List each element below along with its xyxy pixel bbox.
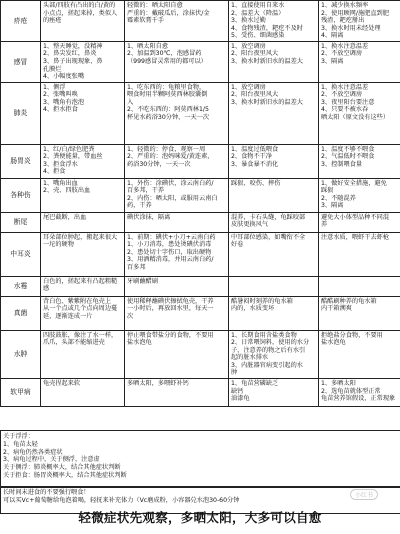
disease-name-text: 疥疮	[13, 16, 28, 25]
prevent-cell	[319, 276, 400, 296]
prevent-line: 拒绝盐分食物，不要用	[321, 331, 383, 339]
cause-line: 白色的，搓起来有凸起粗糙	[43, 277, 118, 285]
cause-line: 4、拒水拒食	[43, 106, 78, 114]
symptom-line: 多晒太阳，多喂虾补钙	[127, 380, 189, 387]
cause-line: 耳朵部位肿起，搬起来很大	[43, 233, 118, 241]
table-row	[1, 276, 400, 296]
disease-name-text: 水肿	[13, 350, 28, 359]
table-row	[1, 178, 400, 212]
care-line: 2、日常喂饲料，使用的水分	[231, 339, 310, 347]
prevent-line: 1、多晒太阳	[321, 380, 356, 387]
prevent-line: 1、温度不够不喂食	[321, 145, 375, 153]
cause-line: 3、鼻子出现现象，鼻	[43, 57, 103, 65]
cause-cell	[41, 41, 125, 82]
care-line: 3、换水时新旧水的温差大	[231, 57, 303, 65]
care-line: 起的脏水排水	[231, 354, 269, 362]
care-line: 1、放空调房	[231, 83, 266, 91]
cause-cell	[41, 1, 125, 42]
disease-name	[1, 41, 41, 82]
cause-line: 1、红/白/绿色肥粪	[43, 145, 95, 153]
table-row	[1, 232, 400, 276]
prevent-line: 3、换水时用未经处理	[321, 24, 381, 32]
care-line: 4、食物残渣，耙疙不及时	[231, 24, 303, 32]
disease-name-text: 软甲病	[10, 388, 31, 397]
cause-line: 2、鼻尖发红，鼻炎	[43, 50, 97, 58]
disease-name-text: 各种伤	[10, 190, 31, 199]
care-cell	[229, 379, 319, 407]
care-cell	[229, 144, 319, 178]
cause-line: 的痤疮	[43, 17, 62, 25]
cause-cell	[41, 144, 125, 178]
symptom-cell	[125, 212, 229, 232]
prevent-line: 2、不放空调房	[321, 50, 363, 58]
note-line: 2、病龟仍然各类症状	[3, 448, 63, 456]
symptom-line: 次	[127, 312, 134, 320]
disease-name	[1, 178, 41, 212]
symptom-cell	[125, 379, 229, 407]
symptom-line: 1、小刀消毒，患处烫碘伏消毒	[127, 241, 212, 249]
disease-name-text: 感冒	[13, 57, 28, 66]
symptom-line: 使用稀释蘸碘伏擦拭龟壳，干养	[127, 297, 214, 305]
prevent-line: 4、隔离	[321, 32, 344, 40]
prevent-line: 2、使用顾网/施肥直到肥	[321, 9, 389, 17]
care-line: 2、温差大（降温）	[231, 9, 285, 17]
cause-line: 2、张嘴叫唤	[43, 91, 78, 99]
prevent-line: 盐水泡龟	[321, 339, 346, 347]
prevent-line: 避免大小体型品种不同混	[321, 213, 390, 221]
cause-line: 尾巴截断，出血	[43, 213, 87, 221]
footer-slogan: 轻微症状先观察，多晒太阳，大多可以自愈	[78, 510, 322, 525]
symptom-line: 1、外伤：涂碘伏，涂云南白药/	[127, 179, 214, 187]
symptom-line: 一小时后，再放回水里，每天一	[127, 305, 214, 313]
disease-name	[1, 212, 41, 232]
note-line: 关于浮浮：	[3, 433, 34, 440]
prevent-cell	[319, 296, 400, 330]
disease-name	[1, 296, 41, 330]
symptom-line: 药浴30分钟，一天一次	[127, 160, 191, 168]
prevent-cell	[319, 178, 400, 212]
care-cell	[229, 82, 319, 144]
cause-line: 龟壳捏起来软	[43, 380, 81, 387]
care-cell	[229, 178, 319, 212]
table-row	[1, 82, 400, 144]
table-row	[1, 379, 400, 407]
prevent-line: 3、隔离	[321, 57, 344, 65]
disease-name	[1, 276, 41, 296]
care-line: 1、直接使用自来水	[231, 2, 285, 9]
cause-line: 小点点，搓起来掉，类似人	[43, 9, 118, 17]
cause-cell	[41, 296, 125, 330]
table-row	[1, 41, 400, 82]
prevent-line: 晒太阳（原文没有这些）	[321, 113, 390, 121]
notes-box	[0, 430, 400, 488]
symptom-line: 2、不吃东西的：阿莫西林1/5	[127, 106, 209, 114]
care-cell	[229, 1, 319, 42]
care-line: 2、阳台夜里风大	[231, 50, 279, 58]
cause-line: 3、拒食浮水	[43, 160, 78, 168]
prevent-cell	[319, 330, 400, 378]
prevent-line: 2、不随混养	[321, 194, 356, 202]
care-line: 酷暑闷时刻养的龟水箱	[231, 297, 293, 305]
symptom-line: 盐水泡龟	[127, 339, 152, 347]
care-cell	[229, 276, 319, 296]
prevent-line: 3、隔离	[321, 202, 344, 210]
prevent-line: 内干箱溯爽	[321, 305, 352, 313]
cause-line: 感	[43, 285, 50, 293]
care-line: 1、温度过低喂食	[231, 145, 279, 153]
prevent-cell	[319, 379, 400, 407]
cause-line: 头部/四肢有凸出的白/黄的	[43, 2, 116, 9]
care-line: 3、暴食暴不消化	[231, 160, 279, 168]
table-row	[1, 330, 400, 378]
care-line: 皮肤更换风气	[231, 221, 269, 229]
care-cell	[229, 296, 319, 330]
care-line: 2、阳台夜里风大	[231, 91, 279, 99]
disease-name	[1, 330, 41, 378]
cause-line: 从一个点或几个点向周边蔓	[43, 305, 118, 313]
symptom-line: 1、晒太阳自愈	[127, 42, 169, 50]
note-line: 长时间未进食的不要强行喂食！	[3, 489, 90, 496]
care-line: 中耳部位感染，如嘴衔不全	[231, 233, 306, 241]
care-line: 内的，水质变坏	[231, 305, 275, 313]
cause-line: 孔膜烂	[43, 65, 62, 73]
cause-cell	[41, 82, 125, 144]
cause-cell	[41, 330, 125, 378]
cause-line: 1、嘴角出血	[43, 179, 78, 187]
disease-name-text: 中耳炎	[10, 249, 31, 258]
care-line: 踩狠、咬伤、摔伤	[231, 179, 281, 187]
cause-line: 2、粪便能量，带血丝	[43, 153, 103, 161]
care-line: 肿	[231, 369, 238, 377]
note-line: 可以买Vc+葡萄糖给龟泡着喝，轻抚来补充体力（Vc磨成粉，小容器兑水泡30-60分钟	[3, 496, 240, 504]
care-line: 油漆龟	[231, 395, 250, 403]
cause-line: 延，逐渐连成一片	[43, 312, 93, 320]
symptom-cell	[125, 144, 229, 178]
disease-name-text: 肠胃炎	[10, 156, 31, 165]
disease-name-text: 断尾	[13, 217, 28, 226]
care-line: 子，注意养的物之后有水引	[231, 346, 306, 354]
prevent-line: 4、只要不被水吞	[321, 106, 369, 114]
disease-name	[1, 1, 41, 42]
care-line: 缺钙	[231, 387, 244, 395]
symptom-line: 1、轻微的：停食，观察一周	[127, 145, 206, 153]
table-row	[1, 212, 400, 232]
care-line: 好卷	[231, 241, 244, 249]
disease-name-text: 真菌	[13, 308, 28, 317]
care-line: 1、放空调房	[231, 42, 266, 50]
note-line: 关于侧浮：肺炎概率大，结合其他症状判断	[3, 464, 121, 471]
symptom-line: 停止喂食带盐分的食物，不要用	[127, 331, 214, 339]
prevent-line: 2、气温低时不喂食	[321, 153, 375, 161]
symptom-line: 2、内伤：晒太阳，或服用云南白	[127, 194, 218, 202]
prevent-line: 2、选龟苗就体型正常	[321, 387, 381, 395]
prevent-line: 3、夜里阳台要注意	[321, 98, 375, 106]
symptom-line: 牙刷蘸醋刷	[127, 277, 158, 285]
disease-name	[1, 232, 41, 276]
care-line: 混养，卡石头缝，龟踩咬部	[231, 213, 306, 221]
prevent-cell	[319, 82, 400, 144]
symptom-line: 2、加温到30℃，泡感冒药	[127, 50, 202, 58]
symptom-line: 1、吃东西的：龟粮里食物，	[127, 83, 206, 91]
care-line: 1、长期食用含盐类食物	[231, 331, 297, 339]
cause-line: 四肢鼓胀，像注了水一样，	[43, 331, 118, 339]
disease-name	[1, 144, 41, 178]
symptom-line: 1、前期：碘伏+小刀+云南白药	[127, 233, 216, 241]
care-line: 5、受伤、细菌感染	[231, 32, 285, 40]
care-line: 3、换水过勤	[231, 17, 266, 25]
symptom-line: 2、严重的：泡妈咪爱/黄连素，	[127, 153, 214, 161]
symptom-line: 轻微的：晒太阳自愈	[127, 2, 183, 9]
table-row	[1, 1, 400, 42]
watermark-badge: 小红书	[350, 489, 378, 500]
cause-line: 1、整天睡觉，没精神	[43, 42, 103, 50]
cause-line: 4、拒食	[43, 168, 66, 176]
prevent-line: 注意水质，喂虾干去虾枪	[321, 233, 390, 241]
prevent-line: 酷酷刷种养的龟水箱	[321, 297, 377, 305]
cause-line: 2、壳、四肢出血	[43, 187, 91, 195]
care-cell	[229, 212, 319, 232]
care-cell	[229, 232, 319, 276]
symptom-cell	[125, 232, 229, 276]
symptom-cell	[125, 178, 229, 212]
disease-name	[1, 379, 41, 407]
symptom-cell	[125, 330, 229, 378]
table-row	[1, 144, 400, 178]
cause-cell	[41, 212, 125, 232]
prevent-cell	[319, 212, 400, 232]
symptom-line: 严重的：戴破瓜后，涂抹伏/金	[127, 9, 210, 17]
cause-line: 爪爪，头部不能缩进壳	[43, 339, 105, 347]
symptom-line: 2、患处切十字伤口，取出硬物	[127, 248, 212, 256]
symptom-line: 药，干养	[127, 202, 152, 210]
note-line: 3、病龟过程中，关于侧浮，注意虚	[3, 456, 100, 464]
care-line: 3、换水时新旧水的温差大	[231, 98, 303, 106]
care-line: 1、龟苗营磷缺乏	[231, 380, 279, 387]
prevent-line: 养	[321, 221, 328, 229]
cause-line: 3、嘴角有泡泡	[43, 98, 85, 106]
symptom-line: 碘伏涂抹，隔离	[127, 213, 171, 221]
disease-name-text: 水霉	[13, 281, 28, 290]
cause-cell	[41, 276, 125, 296]
cause-cell	[41, 178, 125, 212]
cause-cell	[41, 232, 125, 276]
prevent-line: 3、控制喂食量	[321, 160, 363, 168]
cause-line: 4、小幅度张嘴	[43, 73, 85, 81]
prevent-line: 残渣，耙疙掰出	[321, 17, 365, 25]
disease-name-text: 肺炎	[13, 108, 28, 117]
prevent-cell	[319, 232, 400, 276]
prevent-line: 踩狠	[321, 187, 334, 195]
symptom-line: 入	[127, 98, 134, 106]
prevent-line: 1、换水注意温差	[321, 42, 369, 50]
symptom-line: 3、用酒精消毒，并用云南白药/	[127, 256, 214, 264]
symptom-line: 百多邦，干养	[127, 187, 165, 195]
care-line: 3、内脏器官病变引起的水	[231, 361, 303, 369]
symptom-cell	[125, 41, 229, 82]
note-line: 关于拒食：肠胃炎概率大，结合其他症状判断	[3, 471, 127, 479]
cause-line: 一坨的硬物	[43, 241, 74, 249]
prevent-line: 1、换水注意温差	[321, 83, 369, 91]
symptom-cell	[125, 1, 229, 42]
prevent-cell	[319, 41, 400, 82]
prevent-line: 龟苗营养馆假设，正常现象	[321, 395, 396, 403]
symptom-line: 霉素软膏千手	[127, 17, 165, 25]
cause-cell	[41, 379, 125, 407]
prevent-line: 1、做好安全措施，避免	[321, 179, 387, 187]
care-cell	[229, 330, 319, 378]
symptom-cell	[125, 82, 229, 144]
symptom-line: 杯见水药浴30分钟，一天一次	[127, 113, 210, 121]
symptom-line: （999感冒灵常用的都可以）	[127, 57, 207, 65]
symptom-line: 百多邦	[127, 263, 146, 271]
care-cell	[229, 41, 319, 82]
prevent-line: 1、减少换水频率	[321, 2, 369, 9]
note-line: 1、龟苗太轻	[3, 440, 38, 448]
care-line: 2、食物不干净	[231, 153, 273, 161]
symptom-cell	[125, 296, 229, 330]
prevent-cell	[319, 1, 400, 42]
symptom-line: 喂食时用半颗阿莫西林胶囊倒	[127, 91, 208, 99]
table-row	[1, 296, 400, 330]
prevent-cell	[319, 144, 400, 178]
prevent-line: 2、不放空调房	[321, 91, 363, 99]
symptom-cell	[125, 276, 229, 296]
cause-line: 背白色、紫紫附在龟壳上	[43, 297, 112, 305]
cause-line: 1、侧浮	[43, 83, 66, 91]
disease-name	[1, 82, 41, 144]
